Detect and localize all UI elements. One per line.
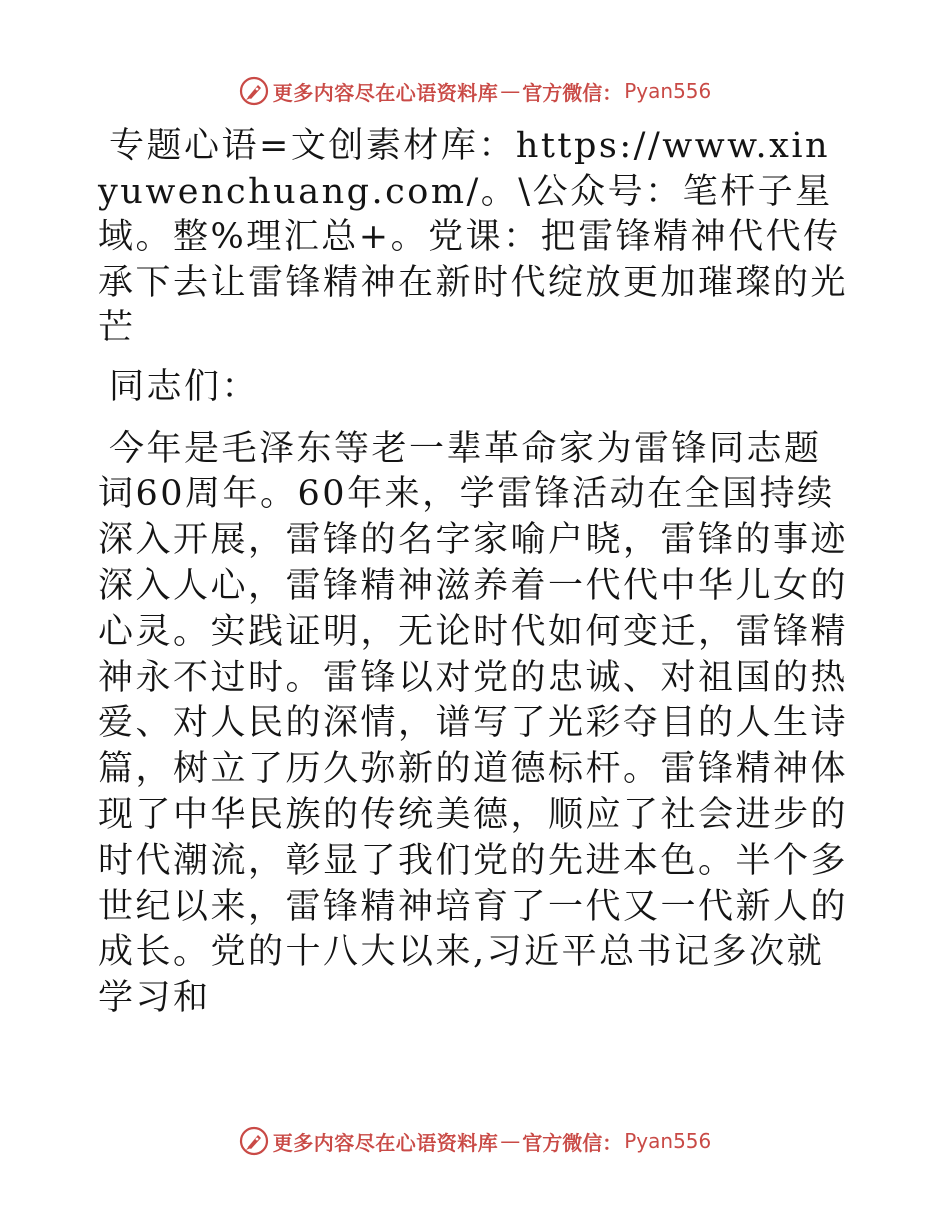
banner-main-text: 更多内容尽在心语资料库	[272, 80, 499, 105]
banner-main-text: 更多内容尽在心语资料库	[272, 1130, 499, 1155]
banner-dash: —	[500, 1129, 521, 1153]
banner-dash: —	[500, 79, 521, 103]
header-banner	[0, 71, 950, 111]
pen-nib-logo-icon	[239, 76, 269, 106]
banner-wechat-label: 官方微信：	[522, 1130, 623, 1155]
banner-wechat-label: 官方微信：	[522, 80, 623, 105]
banner-wechat-id: Pyan556	[624, 1129, 712, 1153]
footer-banner	[0, 1121, 950, 1161]
banner-wechat-id: Pyan556	[624, 79, 712, 103]
salutation: 同志们：	[109, 366, 260, 407]
body-paragraph: 今年是毛泽东等老一辈革命家为雷锋同志题词60周年。60年来，学雷锋活动在全国持续深入开展，雷锋的名字家喻户晓，雷锋的事迹深入人心，雷锋精神滋养着一代代中华儿女的心灵。实践证明，无论时代如何变迁，雷锋精神永不过时。雷锋以对党的忠诚、对祖国的热爱、对人民的深情，谱写了光彩夺目的人生诗篇，树立了历久弥新的道德标杆。雷锋精神体现了中华民族的传统美德，顺应了社会进步的时代潮流，彰显了我们党的先进本色。半个多世纪以来，雷锋精神培育了一代又一代新人的成长。党的十八大以来,习近平总书记多次就学习和	[98, 428, 849, 1019]
pen-nib-logo-icon	[239, 1126, 269, 1156]
document-body	[98, 124, 850, 1022]
document-title: 专题心语=文创素材库：https://www.xinyuwenchuang.com/。\公众号：笔杆子星域。整%理汇总+。党课：把雷锋精神代代传承下去让雷锋精神在新时代绽放更加璀璨的光芒	[98, 126, 849, 349]
